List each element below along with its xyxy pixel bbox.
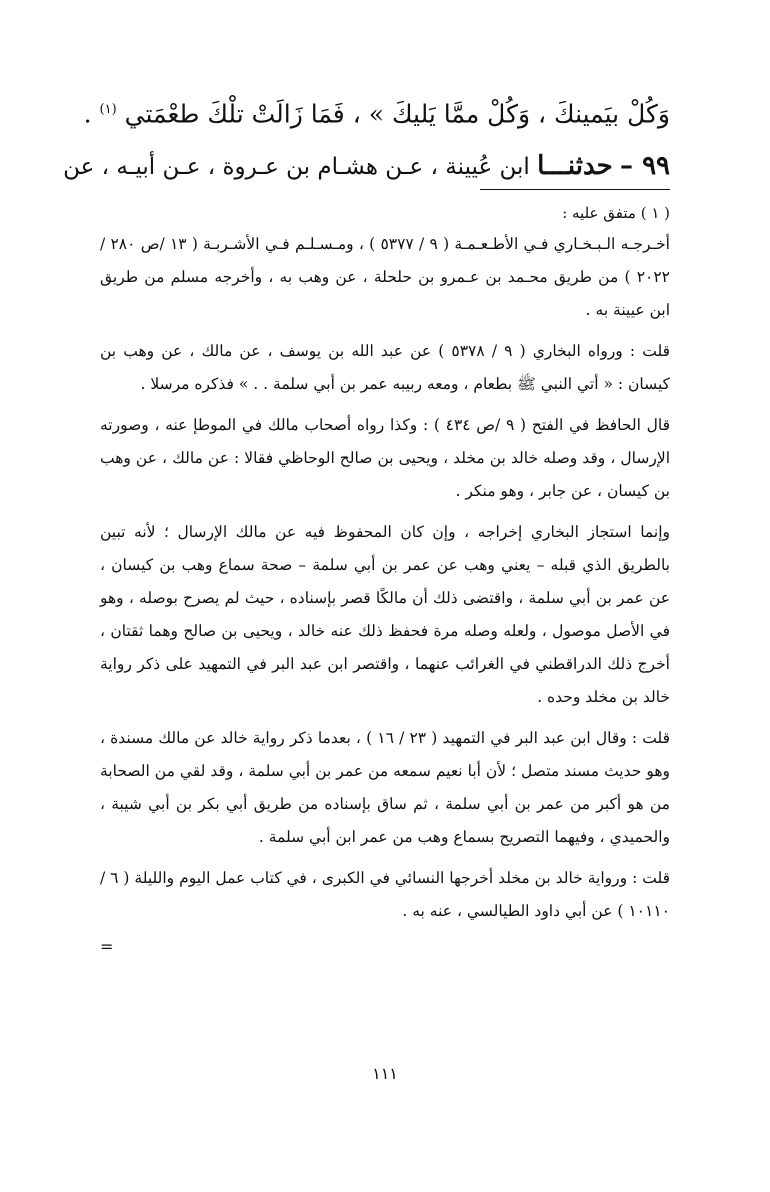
footnote-paragraph: قال الحافظ في الفتح ( ٩ /ص ٤٣٤ ) : وكذا رواه أصحاب مالك في الموطإ عنه ، وصورته الإرسال ، وقد وصله خالد بن مخلد ، ويحيى بن صالح الوحاظي فقالا : عن مالك ، عن وهب بن كيسان ، عن جابر ، وهو منكر . <box>100 416 670 501</box>
footnote-paragraph: أخـرجـه الـبـخـاري فـي الأطـعـمـة ( ٩ / ٥٣٧٧ ) ، ومـسـلـم فـي الأشـربـة ( ١٣ /ص ٢٨٠ / ٢٠٢٢ ) من طريق محـمد بن عـمرو بن حلحلة ، عن وهب به ، وأخرجه مسلم من طريق ابن عيينة به . <box>100 235 670 320</box>
footnote-label: ( ١ ) متفق عليه : <box>562 204 670 223</box>
footnote-separator <box>480 189 670 190</box>
hadith-line-end: . <box>83 99 92 129</box>
hadith-heading <box>63 146 670 187</box>
hadith-text-line <box>83 88 670 136</box>
haddathana-word: حدثنـــا <box>537 151 613 182</box>
page-number: ١١١ <box>372 1064 398 1083</box>
footnote-reference: (١) <box>99 102 117 117</box>
hadith-number: ٩٩ – <box>620 151 670 182</box>
footnote-paragraph: قلت : وقال ابن عبد البر في التمهيد ( ٢٣ / ١٦ ) ، بعدما ذكر رواية خالد عن مالك مسندة ، وهو حديث مسند متصل ؛ لأن أبا نعيم سمعه من عمر بن أبي سلمة ، وقد لقي من الصحابة من هو أكبر من عمر بن أبي سلمة ، ثم ساق بإسناده من طريق أبي بكر بن أبي شيبة ، والحميدي ، وفيهما التصريح بسماع وهب من عمر ابن أبي سلمة . <box>100 729 670 847</box>
footnote-paragraph: قلت : ورواه البخاري ( ٩ / ٥٣٧٨ ) عن عبد الله بن يوسف ، عن مالك ، عن وهب بن كيسان : « أتي النبي ﷺ بطعام ، ومعه ربيبه عمر بن أبي سلمة . . » فذكره مرسلا . <box>100 342 670 394</box>
isnad-text: ابن عُيينة ، عـن هشـام بن عـروة ، عـن أبيـه ، عن <box>63 154 530 181</box>
continuation-mark: = <box>100 937 114 957</box>
footnote-paragraph: وإنما استجاز البخاري إخراجه ، وإن كان المحفوظ فيه عن مالك الإرسال ؛ لأنه تبين بالطريق الذي قبله – يعني وهب عن عمر بن أبي سلمة – صحة سماع وهب بن كيسان ، عن عمر بن أبي سلمة ، واقتضى ذلك أن مالكًا قصر بإسناده ، حيث لم يصرح بوصله ، وهو في الأصل موصول ، ولعله وصله مرة فحفظ ذلك عنه خالد ، ويحيى بن صالح وهما ثقتان ، أخرج ذلك الدراقطني في الغرائب عنهما ، واقتصر ابن عبد البر في التمهيد على ذكر رواية خالد بن مخلد وحده . <box>100 523 670 707</box>
hadith-text: وَكُلْ بيَمينكَ ، وَكُلْ ممَّا يَليكَ » ، فَمَا زَالَتْ تلْكَ طعْمَتي <box>124 99 670 129</box>
footnote-paragraph: قلت : ورواية خالد بن مخلد أخرجها النسائي في الكبرى ، في كتاب عمل اليوم والليلة ( ٦ / ١٠١١٠ ) عن أبي داود الطيالسي ، عنه به . <box>100 869 670 921</box>
